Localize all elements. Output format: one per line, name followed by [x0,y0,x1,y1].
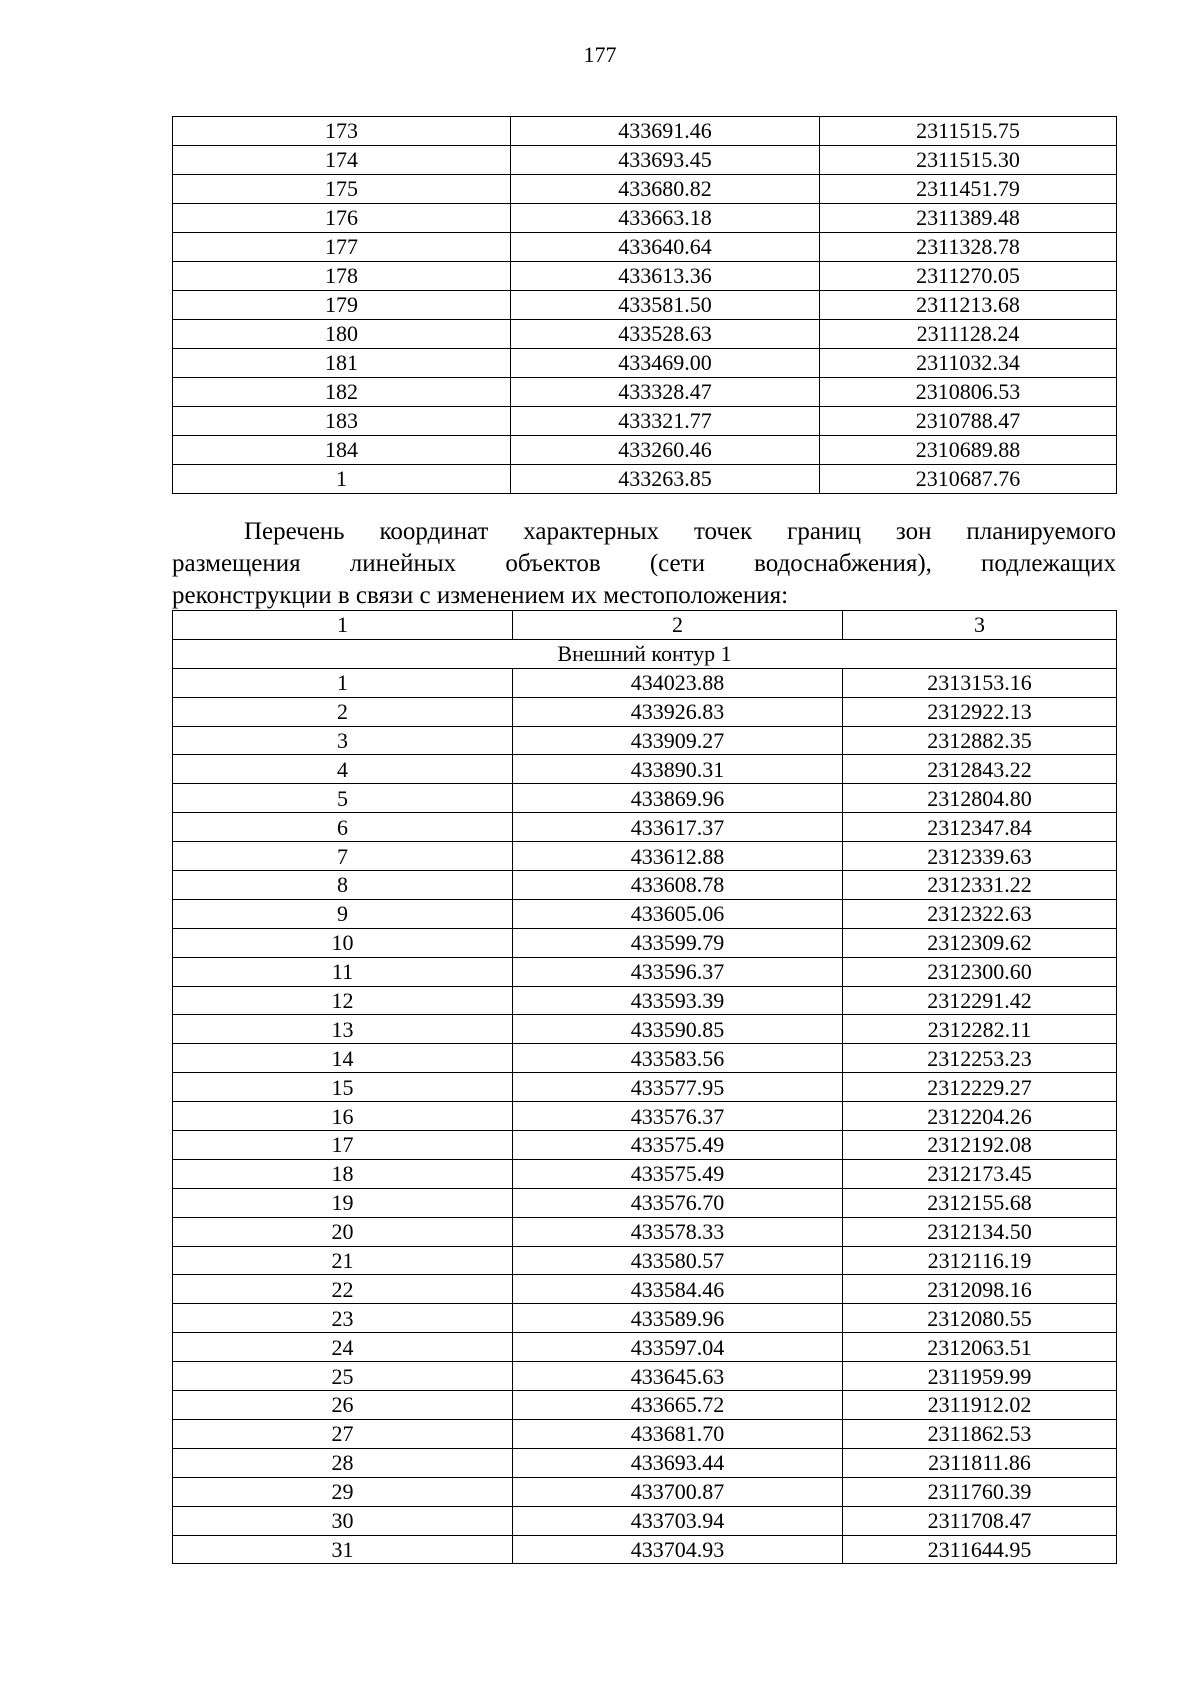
x-coordinate-cell: 433605.06 [513,899,843,928]
contour-row [173,639,1117,668]
x-coordinate-cell: 433909.27 [513,726,843,755]
x-coordinate-cell: 433663.18 [511,204,820,233]
point-number-cell: 15 [173,1073,513,1102]
y-coordinate-cell: 2311708.47 [843,1506,1117,1535]
x-coordinate-cell: 433584.46 [513,1275,843,1304]
x-coordinate-cell: 433576.70 [513,1188,843,1217]
x-coordinate-cell: 433700.87 [513,1477,843,1506]
x-coordinate-cell: 433665.72 [513,1391,843,1420]
y-coordinate-cell: 2311213.68 [820,291,1117,320]
y-coordinate-cell: 2311032.34 [820,349,1117,378]
table-row [173,1015,1117,1044]
point-number-cell: 16 [173,1102,513,1131]
x-coordinate-cell: 433593.39 [513,986,843,1015]
table-row [173,842,1117,871]
point-number-cell: 11 [173,957,513,986]
y-coordinate-cell: 2312116.19 [843,1246,1117,1275]
x-coordinate-cell: 433260.46 [511,436,820,465]
table-row [173,697,1117,726]
x-coordinate-cell: 433617.37 [513,813,843,842]
y-coordinate-cell: 2311811.86 [843,1448,1117,1477]
x-coordinate-cell: 433680.82 [511,175,820,204]
x-coordinate-cell: 434023.88 [513,668,843,697]
x-coordinate-cell: 433869.96 [513,784,843,813]
x-coordinate-cell: 433575.49 [513,1131,843,1160]
x-coordinate-cell: 433681.70 [513,1419,843,1448]
table-row [173,813,1117,842]
table-row [173,204,1117,233]
x-coordinate-cell: 433263.85 [511,465,820,494]
y-coordinate-cell: 2311959.99 [843,1362,1117,1391]
table-row [173,1304,1117,1333]
x-coordinate-cell: 433612.88 [513,842,843,871]
x-coordinate-cell: 433599.79 [513,928,843,957]
table-row [173,465,1117,494]
point-number-cell: 1 [173,465,511,494]
x-coordinate-cell: 433645.63 [513,1362,843,1391]
table-row [173,1217,1117,1246]
table-row [173,291,1117,320]
x-coordinate-cell: 433608.78 [513,871,843,900]
table-row [173,755,1117,784]
y-coordinate-cell: 2311128.24 [820,320,1117,349]
paragraph-line-2: размещения линейных объектов (сети водоснабжения), подлежащих [172,550,1116,577]
x-coordinate-cell: 433589.96 [513,1304,843,1333]
point-number-cell: 7 [173,842,513,871]
table-row [173,1102,1117,1131]
y-coordinate-cell: 2312339.63 [843,842,1117,871]
x-coordinate-cell: 433469.00 [511,349,820,378]
table-row [173,233,1117,262]
x-coordinate-cell: 433576.37 [513,1102,843,1131]
table-row [173,436,1117,465]
table-row [173,1188,1117,1217]
page-number: 177 [583,42,617,67]
y-coordinate-cell: 2311760.39 [843,1477,1117,1506]
point-number-cell: 9 [173,899,513,928]
x-coordinate-cell: 433890.31 [513,755,843,784]
table-row [173,262,1117,291]
y-coordinate-cell: 2311515.30 [820,146,1117,175]
point-number-cell: 181 [173,349,511,378]
x-coordinate-cell: 433693.45 [511,146,820,175]
point-number-cell: 20 [173,1217,513,1246]
y-coordinate-cell: 2312882.35 [843,726,1117,755]
point-number-cell: 23 [173,1304,513,1333]
y-coordinate-cell: 2312291.42 [843,986,1117,1015]
point-number-cell: 173 [173,117,511,146]
x-coordinate-cell: 433577.95 [513,1073,843,1102]
water-supply-coordinates-table [172,610,1117,1564]
y-coordinate-cell: 2312347.84 [843,813,1117,842]
table-row [173,407,1117,436]
x-coordinate-cell: 433581.50 [511,291,820,320]
x-coordinate-cell: 433328.47 [511,378,820,407]
table-row [173,378,1117,407]
table-row [173,146,1117,175]
point-number-cell: 177 [173,233,511,262]
x-coordinate-cell: 433578.33 [513,1217,843,1246]
y-coordinate-cell: 2312063.51 [843,1333,1117,1362]
table-row [173,320,1117,349]
y-coordinate-cell: 2312282.11 [843,1015,1117,1044]
coordinates-table-continued-body [173,117,1117,494]
table-row [173,986,1117,1015]
table-row [173,1535,1117,1564]
table-row [173,1506,1117,1535]
point-number-cell: 3 [173,726,513,755]
y-coordinate-cell: 2311270.05 [820,262,1117,291]
table-row [173,175,1117,204]
point-number-cell: 182 [173,378,511,407]
point-number-cell: 179 [173,291,511,320]
x-coordinate-cell: 433596.37 [513,957,843,986]
point-number-cell: 14 [173,1044,513,1073]
y-coordinate-cell: 2312192.08 [843,1131,1117,1160]
table-row [173,1073,1117,1102]
table-row [173,1448,1117,1477]
table-row [173,117,1117,146]
x-coordinate-cell: 433704.93 [513,1535,843,1564]
point-number-cell: 6 [173,813,513,842]
y-coordinate-cell: 2310689.88 [820,436,1117,465]
point-number-cell: 25 [173,1362,513,1391]
y-coordinate-cell: 2312300.60 [843,957,1117,986]
table-row [173,1333,1117,1362]
header-cell-2: 2 [513,611,843,640]
point-number-cell: 5 [173,784,513,813]
table-row [173,928,1117,957]
table-row [173,1477,1117,1506]
x-coordinate-cell: 433926.83 [513,697,843,726]
y-coordinate-cell: 2311862.53 [843,1419,1117,1448]
point-number-cell: 29 [173,1477,513,1506]
y-coordinate-cell: 2311328.78 [820,233,1117,262]
table-row [173,1246,1117,1275]
y-coordinate-cell: 2310788.47 [820,407,1117,436]
table-row [173,1362,1117,1391]
header-cell-3: 3 [843,611,1117,640]
y-coordinate-cell: 2312098.16 [843,1275,1117,1304]
point-number-cell: 26 [173,1391,513,1420]
point-number-cell: 183 [173,407,511,436]
x-coordinate-cell: 433693.44 [513,1448,843,1477]
y-coordinate-cell: 2311389.48 [820,204,1117,233]
point-number-cell: 27 [173,1419,513,1448]
y-coordinate-cell: 2313153.16 [843,668,1117,697]
paragraph-line-3: реконструкции в связи с изменением их местоположения: [172,582,789,609]
y-coordinate-cell: 2312080.55 [843,1304,1117,1333]
point-number-cell: 176 [173,204,511,233]
y-coordinate-cell: 2312309.62 [843,928,1117,957]
x-coordinate-cell: 433583.56 [513,1044,843,1073]
point-number-cell: 175 [173,175,511,204]
point-number-cell: 8 [173,871,513,900]
table-row [173,726,1117,755]
contour-label: Внешний контур 1 [173,639,1117,668]
y-coordinate-cell: 2312922.13 [843,697,1117,726]
table-row [173,668,1117,697]
y-coordinate-cell: 2312173.45 [843,1159,1117,1188]
table-header-row [173,611,1117,640]
table-row [173,1044,1117,1073]
table-row [173,1131,1117,1160]
table-row [173,1275,1117,1304]
table-row [173,784,1117,813]
x-coordinate-cell: 433691.46 [511,117,820,146]
x-coordinate-cell: 433590.85 [513,1015,843,1044]
point-number-cell: 24 [173,1333,513,1362]
point-number-cell: 180 [173,320,511,349]
point-number-cell: 12 [173,986,513,1015]
x-coordinate-cell: 433321.77 [511,407,820,436]
y-coordinate-cell: 2312322.63 [843,899,1117,928]
x-coordinate-cell: 433580.57 [513,1246,843,1275]
point-number-cell: 30 [173,1506,513,1535]
point-number-cell: 28 [173,1448,513,1477]
point-number-cell: 174 [173,146,511,175]
paragraph-line-1: Перечень координат характерных точек границ зон планируемого [244,518,1116,545]
y-coordinate-cell: 2312331.22 [843,871,1117,900]
point-number-cell: 21 [173,1246,513,1275]
water-supply-coordinates-table-body [173,611,1117,1564]
point-number-cell: 10 [173,928,513,957]
y-coordinate-cell: 2311644.95 [843,1535,1117,1564]
table-row [173,957,1117,986]
header-cell-1: 1 [173,611,513,640]
y-coordinate-cell: 2310687.76 [820,465,1117,494]
point-number-cell: 1 [173,668,513,697]
y-coordinate-cell: 2312155.68 [843,1188,1117,1217]
point-number-cell: 2 [173,697,513,726]
table-row [173,1419,1117,1448]
point-number-cell: 17 [173,1131,513,1160]
y-coordinate-cell: 2312804.80 [843,784,1117,813]
point-number-cell: 184 [173,436,511,465]
y-coordinate-cell: 2311451.79 [820,175,1117,204]
point-number-cell: 178 [173,262,511,291]
point-number-cell: 31 [173,1535,513,1564]
x-coordinate-cell: 433640.64 [511,233,820,262]
y-coordinate-cell: 2311515.75 [820,117,1117,146]
table-row [173,1159,1117,1188]
y-coordinate-cell: 2312204.26 [843,1102,1117,1131]
x-coordinate-cell: 433613.36 [511,262,820,291]
point-number-cell: 4 [173,755,513,784]
x-coordinate-cell: 433703.94 [513,1506,843,1535]
coordinates-table-continued [172,116,1117,494]
y-coordinate-cell: 2312843.22 [843,755,1117,784]
x-coordinate-cell: 433528.63 [511,320,820,349]
point-number-cell: 18 [173,1159,513,1188]
y-coordinate-cell: 2312253.23 [843,1044,1117,1073]
point-number-cell: 22 [173,1275,513,1304]
table-row [173,899,1117,928]
y-coordinate-cell: 2310806.53 [820,378,1117,407]
table-row [173,871,1117,900]
x-coordinate-cell: 433597.04 [513,1333,843,1362]
point-number-cell: 19 [173,1188,513,1217]
point-number-cell: 13 [173,1015,513,1044]
x-coordinate-cell: 433575.49 [513,1159,843,1188]
table-row [173,349,1117,378]
y-coordinate-cell: 2312229.27 [843,1073,1117,1102]
table-row [173,1391,1117,1420]
y-coordinate-cell: 2311912.02 [843,1391,1117,1420]
y-coordinate-cell: 2312134.50 [843,1217,1117,1246]
section-paragraph [172,516,1116,612]
